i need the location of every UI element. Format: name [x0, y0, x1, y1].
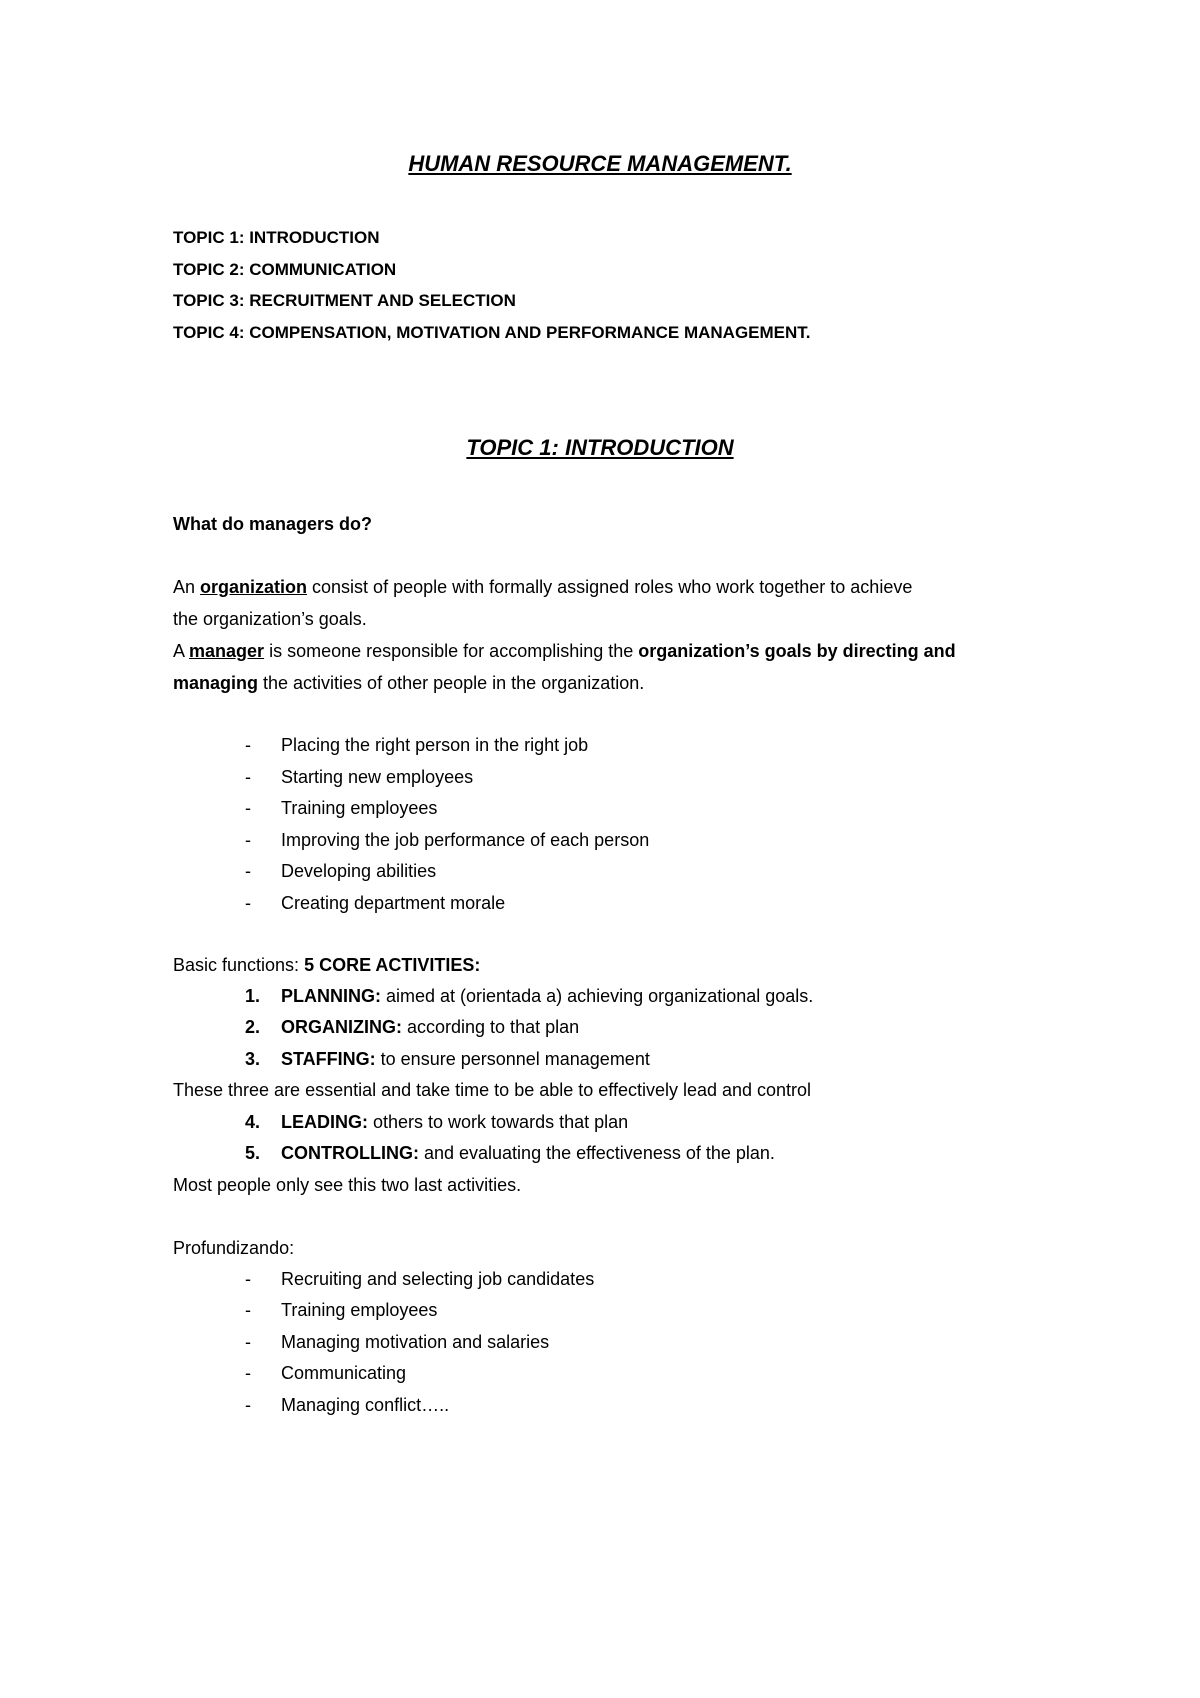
- text: consist of people with formally assigned roles who work together to achieve: [307, 577, 913, 597]
- paragraph-organization-line1: [173, 578, 912, 596]
- toc-item: TOPIC 2: COMMUNICATION: [173, 260, 397, 279]
- activity-item: [281, 1050, 650, 1068]
- activity-item: [281, 1113, 628, 1131]
- text: An: [173, 577, 201, 597]
- list-dash: -: [245, 1395, 251, 1415]
- list-item: Recruiting and selecting job candidates: [281, 1269, 595, 1289]
- activity-name: LEADING:: [281, 1112, 368, 1132]
- list-item: Developing abilities: [281, 861, 437, 881]
- list-number: 1.: [245, 986, 261, 1006]
- list-dash: -: [245, 798, 251, 818]
- activity-desc: according to that plan: [402, 1017, 580, 1037]
- activity-name: STAFFING:: [281, 1049, 376, 1069]
- activity-desc: to ensure personnel management: [375, 1049, 650, 1069]
- list-number: 2.: [245, 1017, 261, 1037]
- list-dash: -: [245, 1332, 251, 1352]
- document-title: HUMAN RESOURCE MANAGEMENT.: [408, 151, 792, 176]
- list-dash: -: [245, 861, 251, 881]
- note-line: Most people only see this two last activities.: [173, 1175, 522, 1195]
- activity-item: [281, 1144, 775, 1162]
- list-number: 5.: [245, 1143, 261, 1163]
- list-item: Managing motivation and salaries: [281, 1332, 550, 1352]
- paragraph-manager-line1: [173, 642, 956, 660]
- basic-functions-line: [173, 956, 480, 974]
- list-item: Creating department morale: [281, 893, 506, 913]
- note-line: These three are essential and take time to be able to effectively lead and control: [173, 1080, 812, 1100]
- list-dash: -: [245, 830, 251, 850]
- toc-item: TOPIC 1: INTRODUCTION: [173, 228, 380, 247]
- toc-item: TOPIC 3: RECRUITMENT AND SELECTION: [173, 291, 516, 310]
- text: Basic functions:: [173, 955, 305, 975]
- activity-desc: and evaluating the effectiveness of the plan.: [418, 1143, 775, 1163]
- toc-item: TOPIC 4: COMPENSATION, MOTIVATION AND PERFORMANCE MANAGEMENT.: [173, 323, 811, 342]
- bold-text: 5 CORE ACTIVITIES:: [304, 955, 481, 975]
- list-dash: -: [245, 735, 251, 755]
- text: A: [173, 641, 190, 661]
- list-dash: -: [245, 893, 251, 913]
- list-item: Training employees: [281, 798, 438, 818]
- list-dash: -: [245, 1363, 251, 1383]
- list-dash: -: [245, 1269, 251, 1289]
- list-item: Improving the job performance of each person: [281, 830, 650, 850]
- section-title: TOPIC 1: INTRODUCTION: [466, 435, 734, 460]
- text: is someone responsible for accomplishing the: [264, 641, 639, 661]
- list-dash: -: [245, 1300, 251, 1320]
- list-dash: -: [245, 767, 251, 787]
- activity-item: [281, 1018, 579, 1036]
- list-item: Training employees: [281, 1300, 438, 1320]
- bold-text: organization’s goals by directing and: [638, 641, 956, 661]
- term-manager: manager: [189, 641, 265, 661]
- paragraph-organization-line2: the organization’s goals.: [173, 609, 367, 629]
- question-heading: What do managers do?: [173, 514, 373, 534]
- bold-text: managing: [173, 673, 259, 693]
- list-number: 4.: [245, 1112, 261, 1132]
- list-item: Starting new employees: [281, 767, 474, 787]
- activity-name: ORGANIZING:: [281, 1017, 402, 1037]
- deepening-label: Profundizando:: [173, 1238, 295, 1258]
- activity-desc: others to work towards that plan: [368, 1112, 629, 1132]
- list-item: Managing conflict…..: [281, 1395, 450, 1415]
- text: the activities of other people in the organization.: [258, 673, 645, 693]
- activity-item: [281, 987, 813, 1005]
- activity-desc: aimed at (orientada a) achieving organizational goals.: [381, 986, 814, 1006]
- activity-name: CONTROLLING:: [281, 1143, 419, 1163]
- term-organization: organization: [200, 577, 308, 597]
- list-item: Placing the right person in the right job: [281, 735, 589, 755]
- list-number: 3.: [245, 1049, 261, 1069]
- list-item: Communicating: [281, 1363, 407, 1383]
- activity-name: PLANNING:: [281, 986, 381, 1006]
- paragraph-manager-line2: [173, 674, 644, 692]
